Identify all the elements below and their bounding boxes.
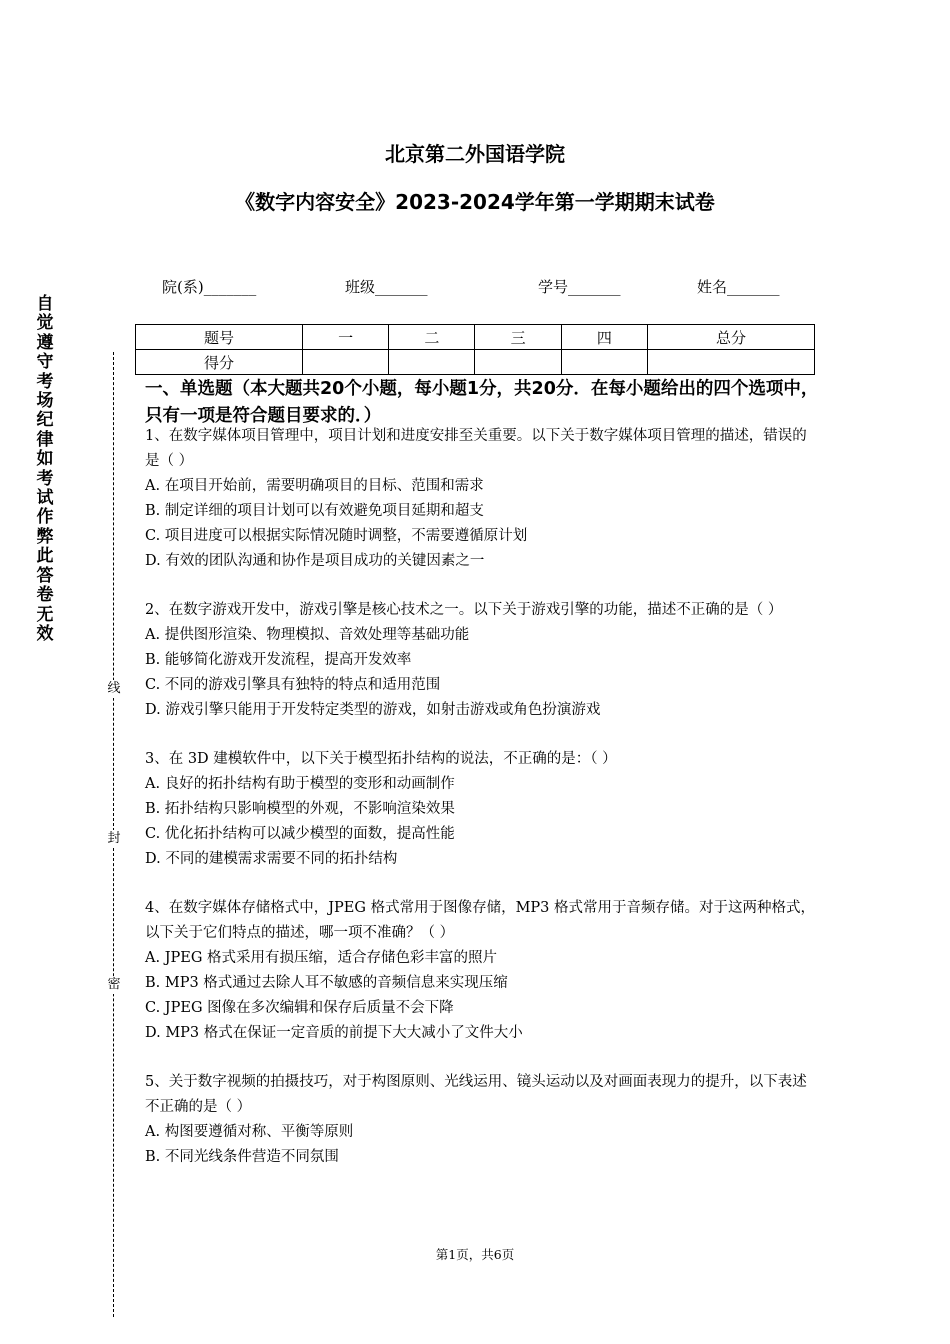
option-b: B. 不同光线条件营造不同氛围 — [145, 1149, 339, 1165]
school-title: 北京第二外国语学院 — [385, 142, 565, 166]
class-field: 班级_______ — [345, 278, 428, 296]
score-table-header-row — [136, 325, 815, 350]
question-stem: 5、关于数字视频的拍摄技巧，对于构图原则、光线运用、镜头运动以及对画面表现力的提升，以下表述不正确的是（ ） — [145, 1074, 807, 1115]
option-a: A. 构图要遵循对称、平衡等原则 — [145, 1124, 354, 1140]
seal-line-label: 线 — [105, 680, 123, 698]
option-a: A. 良好的拓扑结构有助于模型的变形和动画制作 — [145, 776, 455, 792]
page-footer: 第1页，共6页 — [435, 1247, 515, 1262]
score-cell — [561, 350, 647, 375]
option-d: D. 不同的建模需求需要不同的拓扑结构 — [145, 851, 398, 867]
option-b: B. 制定详细的项目计划可以有效避免项目延期和超支 — [145, 503, 484, 519]
question-stem: 4、在数字媒体存储格式中，JPEG 格式常用于图像存储，MP3 格式常用于音频存储。对于这两种格式，以下关于它们特点的描述，哪一项不准确？（ ） — [145, 900, 816, 941]
student-id-field: 学号_______ — [538, 278, 621, 296]
question-5 — [145, 1070, 820, 1170]
score-table-header: 一 — [303, 325, 389, 350]
score-cell — [647, 350, 814, 375]
question-3 — [145, 747, 820, 872]
score-table-header: 题号 — [136, 325, 303, 350]
seal-fold-label: 封 — [105, 830, 123, 848]
score-cell — [303, 350, 389, 375]
question-1 — [145, 424, 820, 574]
score-row-label: 得分 — [136, 350, 303, 375]
option-c: C. 不同的游戏引擎具有独特的特点和适用范围 — [145, 677, 441, 693]
option-c: C. 项目进度可以根据实际情况随时调整，不需要遵循原计划 — [145, 528, 528, 544]
section-title: 一、单选题（本大题共20个小题，每小题1分，共20分．在每小题给出的四个选项中，只有一项是符合题目要求的．） — [145, 379, 819, 426]
question-stem: 3、在 3D 建模软件中，以下关于模型拓扑结构的说法，不正确的是：（ ） — [145, 751, 617, 767]
question-list — [145, 424, 820, 1194]
option-c: C. 优化拓扑结构可以减少模型的面数，提高性能 — [145, 826, 455, 842]
score-table-header: 三 — [475, 325, 561, 350]
option-d: D. 游戏引擎只能用于开发特定类型的游戏，如射击游戏或角色扮演游戏 — [145, 702, 601, 718]
score-table — [135, 324, 815, 375]
option-b: B. 拓扑结构只影响模型的外观，不影响渲染效果 — [145, 801, 455, 817]
score-table-header: 总分 — [647, 325, 814, 350]
option-a: A. 提供图形渲染、物理模拟、音效处理等基础功能 — [145, 627, 470, 643]
option-b: B. MP3 格式通过去除人耳不敏感的音频信息来实现压缩 — [145, 975, 508, 991]
option-c: C. JPEG 图像在多次编辑和保存后质量不会下降 — [145, 1000, 454, 1016]
score-table-header: 四 — [561, 325, 647, 350]
question-4 — [145, 896, 820, 1046]
seal-seal-label: 密 — [105, 976, 123, 994]
question-stem: 1、在数字媒体项目管理中，项目计划和进度安排至关重要。以下关于数字媒体项目管理的描述，错误的是（ ） — [145, 428, 807, 469]
option-a: A. JPEG 格式采用有损压缩，适合存储色彩丰富的照片 — [145, 950, 498, 966]
score-cell — [475, 350, 561, 375]
question-2 — [145, 598, 820, 723]
exam-discipline-notice: 自觉遵守考场纪律如考试作弊此答卷无效 — [36, 294, 54, 644]
score-cell — [389, 350, 475, 375]
option-d: D. MP3 格式在保证一定音质的前提下大大减小了文件大小 — [145, 1025, 523, 1041]
exam-title: 《数字内容安全》2023-2024学年第一学期期末试卷 — [235, 190, 715, 214]
score-table-score-row — [136, 350, 815, 375]
option-a: A. 在项目开始前，需要明确项目的目标、范围和需求 — [145, 478, 484, 494]
question-stem: 2、在数字游戏开发中，游戏引擎是核心技术之一。以下关于游戏引擎的功能，描述不正确的是（ ） — [145, 602, 783, 618]
department-field: 院(系)_______ — [162, 278, 257, 296]
option-d: D. 有效的团队沟通和协作是项目成功的关键因素之一 — [145, 553, 485, 569]
score-table-header: 二 — [389, 325, 475, 350]
option-b: B. 能够简化游戏开发流程，提高开发效率 — [145, 652, 412, 668]
name-field: 姓名_______ — [697, 278, 780, 296]
